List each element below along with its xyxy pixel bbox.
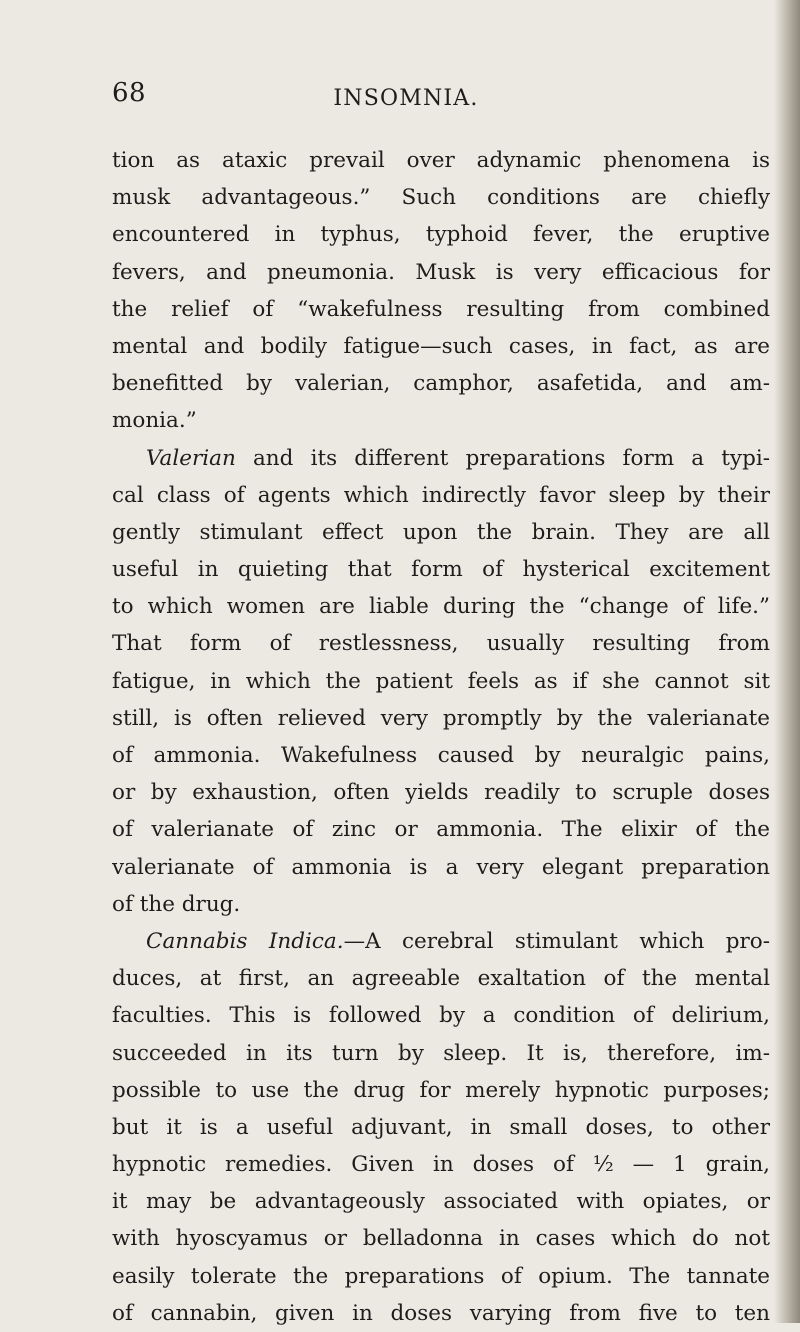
- text-line: it may be advantageously associated with opiates, or: [112, 1189, 770, 1215]
- text-line: of the drug.: [112, 891, 241, 917]
- text-line: easily tolerate the preparations of opium. The tannate: [112, 1263, 770, 1289]
- text-line: succeeded in its turn by sleep. It is, therefore, im-: [112, 1040, 770, 1066]
- text-line: fevers, and pneumonia. Musk is very efficacious for: [112, 259, 770, 285]
- body-text: [112, 142, 770, 1332]
- text-line: or by exhaustion, often yields readily to scruple doses: [112, 780, 770, 806]
- text-line: faculties. This is followed by a condition of delirium,: [112, 1003, 770, 1029]
- page-number: 68: [112, 78, 147, 108]
- text-line: benefitted by valerian, camphor, asafetida, and am-: [112, 371, 770, 397]
- text-line: hypnotic remedies. Given in doses of ½ — 1 grain,: [112, 1152, 770, 1178]
- text-line: valerianate of ammonia is a very elegant preparation: [112, 854, 770, 880]
- text-line: fatigue, in which the patient feels as if she cannot sit: [112, 668, 770, 694]
- text-line: mental and bodily fatigue—such cases, in fact, as are: [112, 333, 770, 359]
- paragraph-cannabis-first-line: [112, 923, 770, 960]
- text-line: of cannabin, given in doses varying from five to ten: [112, 1300, 770, 1326]
- text-line: duces, at first, an agreeable exaltation of the mental: [112, 966, 770, 992]
- text-line: of valerianate of zinc or ammonia. The elixir of the: [112, 817, 770, 843]
- text-line-fragment: —A cerebral stimulant which pro-: [343, 928, 770, 954]
- text-line: the relief of “wakefulness resulting from combined: [112, 296, 770, 322]
- text-line: musk advantageous.” Such conditions are chiefly: [112, 185, 770, 211]
- text-line: gently stimulant effect upon the brain. They are all: [112, 519, 770, 545]
- text-line: cal class of agents which indirectly favor sleep by their: [112, 482, 770, 508]
- text-line: tion as ataxic prevail over adynamic phenomena is: [112, 148, 770, 173]
- section-head-valerian: Valerian: [146, 445, 236, 471]
- text-line: still, is often relieved very promptly by the valerianate: [112, 705, 770, 731]
- text-line: of ammonia. Wakefulness caused by neuralgic pains,: [112, 743, 770, 768]
- page-gutter-shadow: [774, 0, 800, 1323]
- text-line-fragment: and its different preparations form a typi-: [235, 445, 770, 471]
- text-line: encountered in typhus, typhoid fever, the eruptive: [112, 222, 770, 248]
- text-line: but it is a useful adjuvant, in small doses, to other: [112, 1114, 770, 1140]
- paragraph-valerian-first-line: [112, 440, 770, 477]
- running-title: INSOMNIA.: [333, 86, 479, 111]
- text-line: possible to use the drug for merely hypnotic purposes;: [112, 1077, 770, 1103]
- text-line: with hyoscyamus or belladonna in cases which do not: [112, 1226, 770, 1252]
- text-line: That form of restlessness, usually resulting from: [112, 631, 770, 657]
- text-line: monia.”: [112, 408, 197, 434]
- section-head-cannabis: Cannabis Indica.: [146, 928, 344, 954]
- text-line: useful in quieting that form of hysterical excitement: [112, 557, 770, 583]
- text-line: to which women are liable during the “change of life.”: [112, 594, 770, 620]
